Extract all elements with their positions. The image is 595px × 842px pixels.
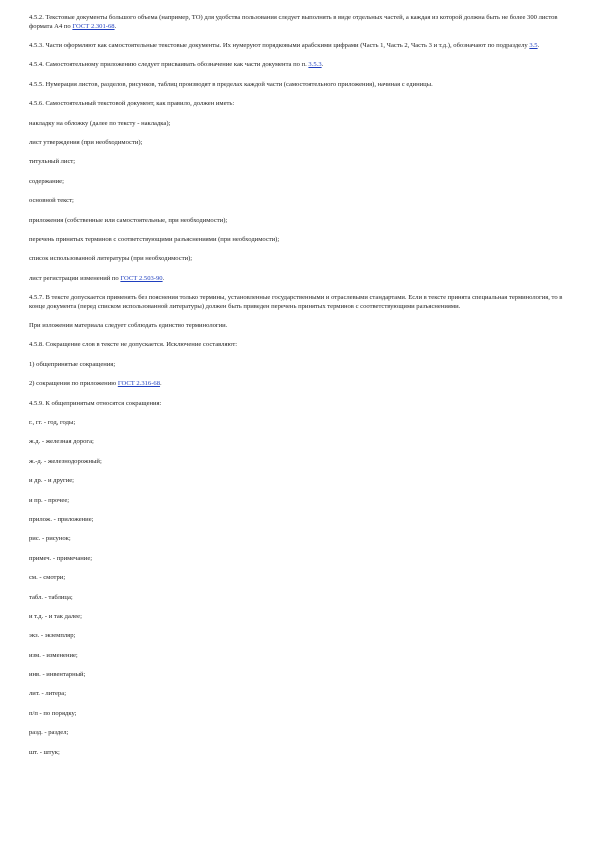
paragraph-spacer [29,70,566,81]
paragraph-text: 4.5.4. Самостоятельному приложению следует присваивать обозначение как части документа по п. [29,61,309,69]
paragraph-spacer [29,350,566,361]
paragraph-text: ж.-д. - железнодорожный; [29,457,102,465]
paragraph-text: ж.д. - железная дорога; [29,438,94,446]
paragraph-spacer [29,389,566,400]
paragraph-text: п/п - по порядку; [29,709,77,717]
paragraph-spacer [29,602,566,613]
paragraph-text: содержание; [29,177,64,185]
paragraph [29,380,566,389]
paragraph-text: шт. - штук; [29,748,60,756]
paragraph-spacer [29,109,566,120]
paragraph-text: 2) сокращения по приложению [29,380,118,388]
paragraph-spacer [29,369,566,380]
paragraph-text: инв. - инвентарный; [29,671,86,679]
paragraph-spacer [29,738,566,749]
paragraph-spacer [29,206,566,217]
paragraph-text: экз. - экземпляр; [29,632,76,640]
paragraph-spacer [29,264,566,275]
paragraph-spacer [29,699,566,710]
paragraph-text: примеч. - примечание; [29,554,93,562]
paragraph-punctuation: . [537,41,540,49]
paragraph-spacer [29,311,566,322]
paragraph-text: список использованной литературы (при необходимости); [29,255,193,263]
paragraph-spacer [29,486,566,497]
paragraph-punctuation: . [321,61,324,69]
paragraph-text: рис. - рисунок; [29,535,71,543]
paragraph [29,158,566,167]
paragraph-text: основной текст; [29,197,74,205]
paragraph-text: 4.5.6. Самостоятельный текстовой документ, как правило, должен иметь: [29,100,235,108]
paragraph [29,42,566,51]
paragraph [29,100,566,109]
paragraph-spacer [29,128,566,139]
paragraph-punctuation: . [114,22,117,30]
paragraph-text: 4.5.2. Текстовые документы большого объема (например, ТО) для удобства пользования следует выполнять в виде отдельных частей, а каждая из которой должна быть не более 300 листов формата А4 по [29,14,558,30]
paragraph [29,322,566,331]
paragraph [29,477,566,486]
document-reference-link[interactable]: 3.5.3 [308,61,322,69]
paragraph-spacer [29,525,566,536]
paragraph-spacer [29,89,566,100]
paragraph-text: 4.5.7. В тексте допускается применять без пояснения только термины, установленные государственными и отраслевыми стандартами. Если в тексте принята специальная терминология, то в конце документа (перед списком использованной литературы) должен быть приведен перечень принятых терминов с соответствующими разъяснениями. [29,294,563,310]
paragraph [29,120,566,129]
paragraph-spacer [29,718,566,729]
paragraph [29,690,566,699]
paragraph-spacer [29,660,566,671]
paragraph [29,61,566,70]
paragraph-text: лит. - литера; [29,690,67,698]
paragraph-spacer [29,331,566,342]
paragraph-text: разд. - раздел; [29,729,69,737]
paragraph-text: 4.5.3. Части оформляют как самостоятельные текстовые документы. Их нумеруют порядковыми арабскими цифрами (Часть 1, Часть 2, Часть 3 и т.д.), обозначают по подразделу [29,41,530,49]
paragraph-text: и т.д. - и так далее; [29,612,82,620]
paragraph [29,535,566,544]
paragraph [29,419,566,428]
document-body [29,14,566,757]
paragraph [29,749,566,758]
paragraph [29,255,566,264]
document-reference-link[interactable]: ГОСТ 2.503-90 [120,274,163,282]
paragraph-spacer [29,408,566,419]
paragraph [29,217,566,226]
paragraph [29,275,566,284]
paragraph [29,81,566,90]
paragraph-spacer [29,428,566,439]
paragraph-text: лист регистрации изменений по [29,274,121,282]
paragraph [29,178,566,187]
paragraph-spacer [29,31,566,42]
paragraph-punctuation: . [160,380,162,388]
paragraph [29,341,566,350]
paragraph [29,613,566,622]
paragraph [29,294,566,311]
paragraph-spacer [29,466,566,477]
paragraph [29,458,566,467]
paragraph [29,555,566,564]
paragraph-spacer [29,680,566,691]
paragraph-spacer [29,583,566,594]
paragraph-text: 1) общепринятые сокращения; [29,360,116,368]
paragraph-spacer [29,641,566,652]
paragraph-text: лист утверждения (при необходимости); [29,138,143,146]
paragraph-text: перечень принятых терминов с соответствующими разъяснениями (при необходимости); [29,235,280,243]
paragraph-text: При изложении материала следует соблюдать единство терминологии. [29,322,228,330]
paragraph [29,197,566,206]
paragraph-spacer [29,167,566,178]
paragraph-text: и др. - и другие; [29,477,75,485]
paragraph-spacer [29,51,566,62]
paragraph-spacer [29,544,566,555]
paragraph-text: см. - смотри; [29,574,66,582]
paragraph-text: изм. - изменение; [29,651,78,659]
paragraph [29,438,566,447]
paragraph-spacer [29,244,566,255]
paragraph [29,729,566,738]
document-reference-link[interactable]: ГОСТ 2.301-68 [72,22,115,30]
paragraph-punctuation: . [162,274,165,282]
paragraph [29,594,566,603]
paragraph-text: 4.5.9. К общепринятым относятся сокращения: [29,399,162,407]
paragraph [29,14,566,31]
paragraph [29,497,566,506]
paragraph [29,400,566,409]
paragraph-spacer [29,622,566,633]
paragraph-spacer [29,447,566,458]
paragraph [29,361,566,370]
paragraph-text: г., гг. - год, годы; [29,419,76,426]
document-reference-link[interactable]: 3.5 [529,41,538,49]
paragraph-text: приложения (собственные или самостоятельные, при необходимости); [29,216,228,224]
paragraph-spacer [29,283,566,294]
paragraph [29,632,566,641]
paragraph-text: и пр. - прочее; [29,496,70,504]
paragraph-text: 4.5.8. Сокращение слов в тексте не допускается. Исключение составляют: [29,341,238,349]
paragraph-spacer [29,505,566,516]
paragraph-text: титульный лист; [29,158,76,166]
paragraph-text: накладку на обложку (далее по тексту - накладка); [29,119,171,127]
paragraph [29,710,566,719]
document-reference-link[interactable]: ГОСТ 2.316-68 [117,380,161,388]
paragraph-text: прилож. - приложение; [29,515,94,523]
paragraph [29,574,566,583]
paragraph-spacer [29,563,566,574]
paragraph-spacer [29,148,566,159]
paragraph-spacer [29,225,566,236]
paragraph [29,516,566,525]
paragraph-text: 4.5.5. Нумерация листов, разделов, рисунков, таблиц производят в пределах каждой части (самостоятельного приложения), начиная с единицы. [29,80,433,88]
paragraph [29,139,566,148]
paragraph [29,671,566,680]
paragraph-spacer [29,186,566,197]
paragraph [29,236,566,245]
paragraph-text: табл. - таблица; [29,593,73,601]
paragraph [29,652,566,661]
